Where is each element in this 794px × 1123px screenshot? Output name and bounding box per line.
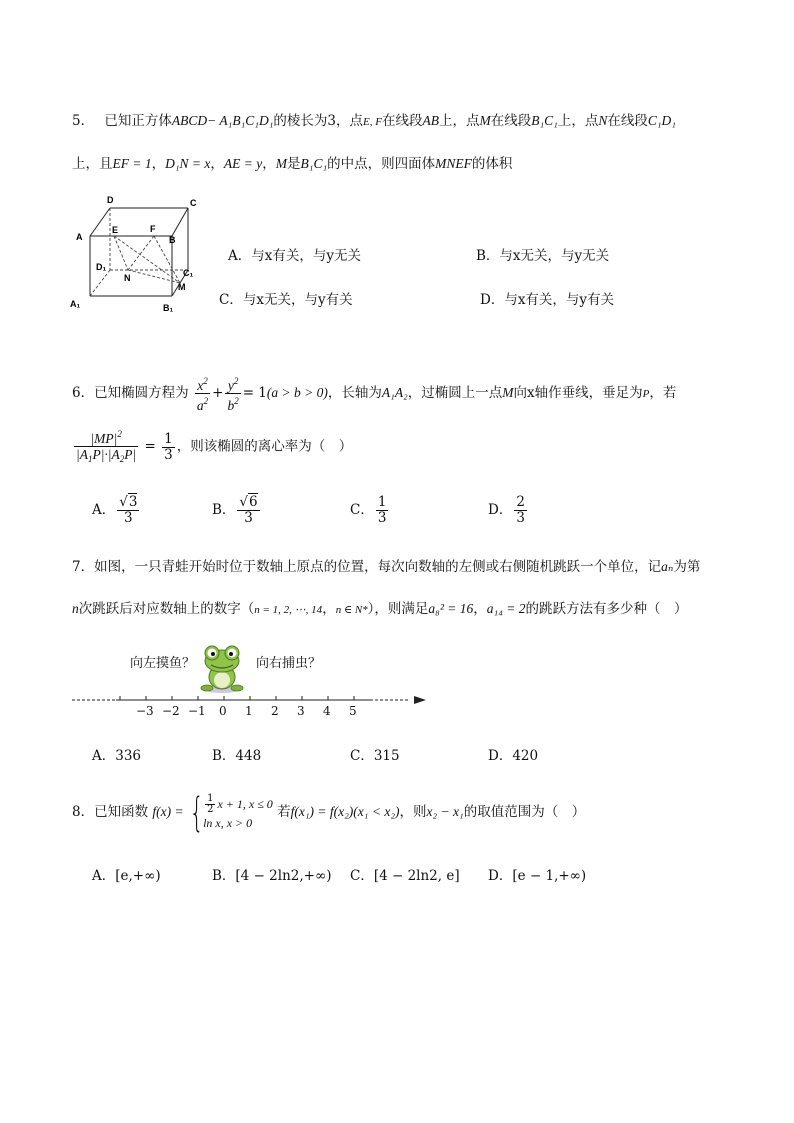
q8-option-b[interactable]: B．[4 − 2ln2,+∞) xyxy=(212,868,332,884)
cube-label-M: M xyxy=(178,282,186,292)
tick-label-1: 1 xyxy=(245,704,253,718)
q5-line2: 上，且EF = 1，D₁N = x，AE = y，M是B₁C₁的中点，则四面体MNEF的体积 xyxy=(72,156,513,172)
frog-icon xyxy=(196,644,248,694)
cube-label-E: E xyxy=(112,225,119,235)
q7-line1: 7．如图，一只青蛙开始时位于数轴上原点的位置，每次向数轴的左侧或右侧随机跳跃一个单位，记aₙ为第 xyxy=(72,559,701,575)
q7-option-a[interactable]: A．336 xyxy=(92,748,142,764)
frog-bubble-right: 向右捕虫？ xyxy=(256,656,322,671)
tick-label-4: 4 xyxy=(323,704,331,718)
piecewise-brace: { xyxy=(189,789,204,836)
q6-line2: $\frac{|MP|^2}{|A_1P|\cdot|A_2P|}$ = $\frac{1}{3}$ ，则该椭圆的离心率为（ ） xyxy=(72,427,352,467)
q5-option-b[interactable]: B．与x无关，与y无关 xyxy=(476,248,610,264)
q6-option-c-value: $\frac{1}{3}$ xyxy=(377,494,387,526)
frog-bubble-left: 向左摸鱼？ xyxy=(130,656,196,671)
q6-option-c[interactable]: C． $\frac{1}{3}$ xyxy=(350,494,387,526)
q5-line1: 5． 已知正方体ABCD− A₁B₁C₁D₁的棱长为3，点E, F在线段AB上，点M在线段B₁C₁上，点N在线段C₁D₁ xyxy=(72,113,676,129)
q7-option-c[interactable]: C．315 xyxy=(350,748,400,764)
q6-line1: 6．已知椭圆方程为 $\frac{x^2}{a^2}$ + $\frac{y^2}{b^2}$ = 1(a > b > 0)，长轴为A₁A₂，过椭圆上一点M向x轴作垂线，垂足为P，若 xyxy=(72,376,677,413)
q6-option-b[interactable]: B． $\frac{√6}{3}$ xyxy=(212,494,258,526)
tick-label-neg3: −3 xyxy=(136,704,154,718)
q5-option-c[interactable]: C．与x无关，与y有关 xyxy=(219,292,353,308)
tick-label-neg1: −1 xyxy=(188,704,206,718)
q6-ratio-fraction: $\frac{|MP|^2}{|A_1P|\cdot|A_2P|}$ xyxy=(76,429,137,464)
tick-label-5: 5 xyxy=(349,704,357,718)
q8-option-c[interactable]: C．[4 − 2ln2, e] xyxy=(350,868,460,884)
cube-label-A1: A₁ xyxy=(70,299,81,309)
q6-option-a-value: $\frac{√3}{3}$ xyxy=(119,494,138,526)
cube-label-N: N xyxy=(124,273,131,283)
q5-option-a[interactable]: A．与x有关，与y无关 xyxy=(228,248,361,264)
cube-label-D1: D₁ xyxy=(96,262,107,272)
tick-label-neg2: −2 xyxy=(162,704,180,718)
q8-option-d[interactable]: D．[e − 1,+∞) xyxy=(488,868,587,884)
q6-option-a[interactable]: A． $\frac{√3}{3}$ xyxy=(92,494,138,526)
piecewise-cases: $\frac{1}{2}$ x + 1, x ≤ 0 ln x, x > 0 xyxy=(203,792,273,830)
q7-option-b[interactable]: B．448 xyxy=(212,748,262,764)
cube-label-C: C xyxy=(190,198,197,208)
cube-label-F: F xyxy=(150,224,156,234)
tick-label-2: 2 xyxy=(271,704,279,718)
q6-option-b-value: $\frac{√6}{3}$ xyxy=(239,494,258,526)
q7-option-d[interactable]: D．420 xyxy=(488,748,539,764)
tick-label-3: 3 xyxy=(297,704,305,718)
cube-figure xyxy=(66,190,216,320)
q8-line: 8．已知函数 f(x) = { $\frac{1}{2}$ x + 1, x ≤ 0 ln x, x > 0 若f(x₁) = f(x₂)(x₁ < x₂)，则x₂ − x₁的取值范围为（ ） xyxy=(72,789,586,836)
q6-option-d-value: $\frac{2}{3}$ xyxy=(516,494,525,526)
cube-label-D: D xyxy=(107,195,114,205)
q5-number: 5． xyxy=(72,113,95,129)
q6-ratio-value: $\frac{1}{3}$ xyxy=(164,430,173,463)
q8-option-a[interactable]: A．[e,+∞) xyxy=(92,868,161,884)
q6-option-d[interactable]: D． $\frac{2}{3}$ xyxy=(488,494,525,526)
ellipse-x-term: $\frac{x^2}{a^2}$ xyxy=(196,376,209,413)
cube-label-B1: B₁ xyxy=(163,303,174,313)
cube-label-C1: C₁ xyxy=(183,268,194,278)
cube-label-A: A xyxy=(76,232,83,242)
ellipse-y-term: $\frac{y^2}{b^2}$ xyxy=(227,376,239,413)
q5-option-d[interactable]: D．与x有关，与y有关 xyxy=(480,292,615,308)
tick-label-0: 0 xyxy=(219,704,227,718)
q7-line2: n次跳跃后对应数轴上的数字（n = 1, 2, ⋯, 14，n ∈ N*），则满足a₈² = 16，a₁₄ = 2的跳跃方法有多少种（ ） xyxy=(72,601,688,617)
cube-label-B: B xyxy=(169,235,176,245)
